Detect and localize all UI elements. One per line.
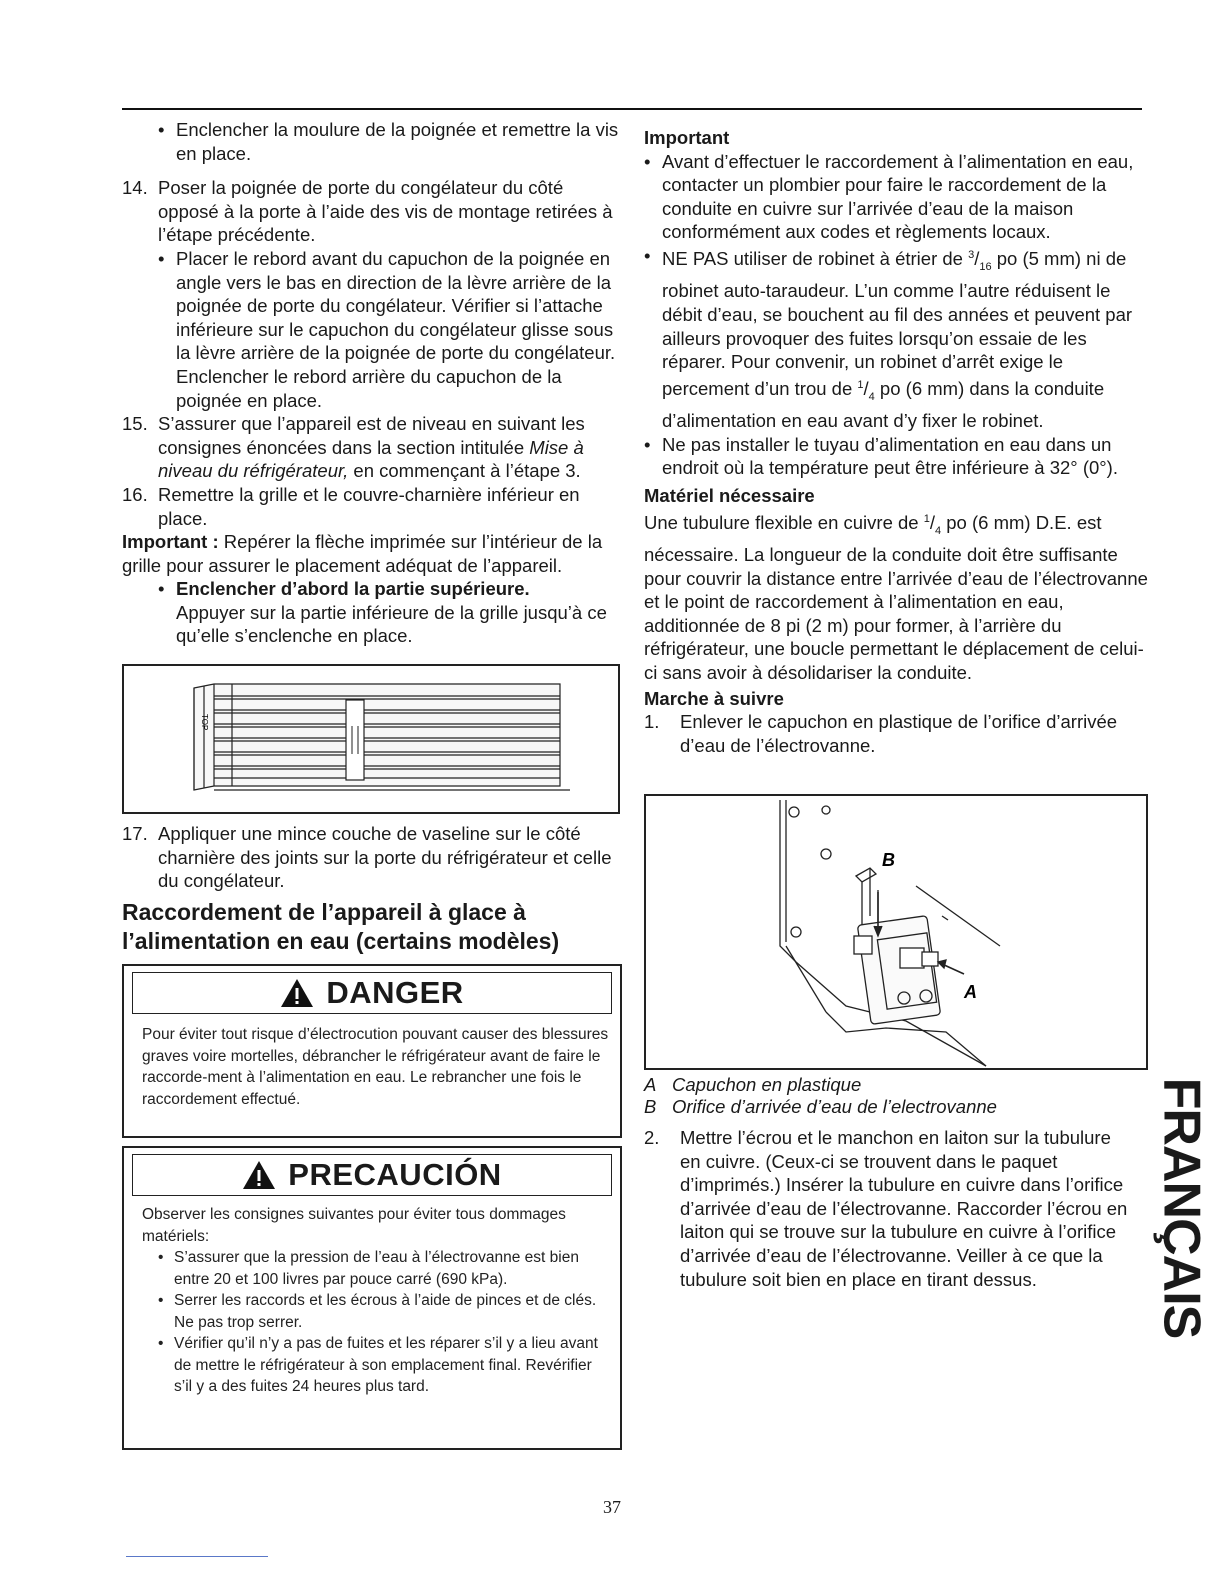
caution-intro: Observer les consignes suivantes pour éviter tous dommages matériels: — [142, 1206, 566, 1245]
step-17 — [122, 822, 622, 893]
top-rule — [122, 108, 1142, 110]
step-number: 17. — [122, 823, 148, 844]
fraction-numerator: 1 — [857, 378, 864, 391]
step-text: Poser la poignée de porte du congélateur du côté opposé à la porte à l’aide des vis de montage retirées à l’étape précédente. — [158, 177, 613, 246]
danger-body: Pour éviter tout risque d’électrocution pouvant causer des blessures graves voire mortelles, débrancher le réfrigérateur avant de faire le raccorde-ment à l’alimentation en eau. Le rebrancher une fois le raccordement effectué. — [142, 1026, 609, 1108]
caution-item: • Serrer les raccords et les écrous à l’aide de pinces et de clés. Ne pas trop serrer. — [158, 1290, 614, 1333]
caption-text: Orifice d’arrivée d’eau de l’electrovanne — [672, 1096, 997, 1117]
fraction-denominator: 4 — [935, 524, 942, 537]
caption-a — [644, 1074, 997, 1096]
step-text: Remettre la grille et le couvre-charnière inférieur en place. — [158, 483, 580, 529]
caution-title: PRECAUCIÓN — [288, 1157, 502, 1192]
step-16 — [122, 483, 622, 530]
section-title: Raccordement de l’appareil à glace à l’alimentation en eau (certains modèles) — [122, 899, 560, 954]
step-number: 14. — [122, 177, 148, 199]
fraction-denominator: 16 — [979, 260, 992, 273]
bullet-text: NE PAS utiliser de robinet à étrier de — [662, 248, 969, 270]
bullet-text: po (6 mm) dans la conduite d’alimentation en eau avant d’y fixer le robinet. — [662, 377, 1105, 432]
language-tab — [1152, 1077, 1211, 1339]
caption-letter: B — [644, 1096, 657, 1117]
important-bullet: • Ne pas installer le tuyau d’alimentation en eau dans un endroit où la température peut être inférieure à 32° (0°). — [644, 433, 1149, 480]
grille-figure — [122, 664, 620, 814]
caution-item: • Vérifier qu’il n’y a pas de fuites et les réparer s’il y a lieu avant de mettre le réfrigérateur à son emplacement final. Revérifier s’il y a des fuites 24 heures plus tard. — [158, 1333, 614, 1398]
step-text: S’assurer que l’appareil est de niveau en suivant les consignes énoncées dans la section intitulée — [158, 413, 585, 458]
page-number: 37 — [603, 1497, 621, 1517]
language-tab-label: FRANÇAIS — [1152, 1077, 1211, 1339]
fraction-denominator: 4 — [868, 390, 875, 403]
caption-letter: A — [644, 1074, 657, 1095]
warning-icon — [280, 978, 314, 1008]
important-note — [122, 530, 622, 577]
bottom-divider — [126, 1556, 268, 1557]
materiel-heading: Matériel nécessaire — [644, 485, 815, 506]
grille-instruction — [122, 577, 622, 648]
step-text: Appliquer une mince couche de vaseline sur le côté charnière des joints sur la porte du réfrigérateur et celle du congélateur. — [158, 823, 612, 892]
important-text: Repérer la flèche imprimée sur l’intérieur de la grille pour assurer le placement adéquat de l’appareil. — [122, 531, 603, 576]
bullet-text: po (5 mm) ni de robinet auto-taraudeur. L’un comme l’autre réduisent le débit d’eau, se bouchent au fil des années et peuvent par ailleurs provoquer des fuites lorsqu’on essaie de les réparer. Pour convenir, un robinet d’arrêt exige le percement d’un trou de — [662, 248, 1133, 399]
caution-header — [132, 1154, 612, 1196]
important-heading: Important — [644, 127, 730, 148]
fig-label-b: B — [882, 850, 895, 870]
grille-instruction-text: Appuyer sur la partie inférieure de la grille jusqu’à ce qu’elle s’enclenche en place. — [176, 601, 607, 647]
step-17-block — [122, 822, 622, 893]
figure-caption — [644, 1074, 997, 1118]
step-text-italic: Mise à niveau du réfrigérateur, — [158, 436, 584, 482]
paragraph-text: Une tubulure flexible en cuivre de — [644, 511, 924, 533]
grille-illustration — [124, 666, 618, 812]
grille-instruction-bold: Enclencher d’abord la partie supérieure. — [176, 578, 530, 600]
step-text: en commençant à l’étape 3. — [348, 460, 581, 482]
fig-label-a: A — [964, 982, 977, 1002]
paragraph-text: po (6 mm) D.E. est nécessaire. La longueur de la conduite doit être suffisante pour couvrir la distance entre l’arrivée d’eau de l’électrovanne et le point de raccordement à l’alimentation en eau, additionnée de 8 pi (2 m) pour former, à l’arrière du réfrigérateur, une boucle permettant le déplacement de celui-ci sans avoir à désolidariser la conduite. — [644, 511, 1148, 683]
danger-box — [122, 964, 622, 1138]
list-item: • Enclencher la moulure de la poignée et remettre la vis en place. — [122, 118, 622, 165]
fraction-numerator: 1 — [923, 512, 930, 525]
step-14 — [122, 176, 622, 247]
step-text: Mettre l’écrou et le manchon en laiton sur la tubulure en cuivre. (Ceux-ci se trouvent dans le paquet d’imprimés.) Insérer la tubulure en cuivre dans l’orifice d’arrivée d’eau de l’électrovanne. Raccorder l’écrou en laiton qui se trouve sur la tubulure en cuivre à l’orifice d’arrivée d’eau de l’électrovanne. Veiller à ce que la tubulure soit bien en place en tirant dessus. — [680, 1127, 1128, 1290]
warning-icon — [242, 1160, 276, 1190]
step-2 — [644, 1126, 1134, 1291]
step-2-block — [644, 1126, 1134, 1291]
danger-header — [132, 972, 612, 1014]
caption-b — [644, 1096, 997, 1118]
caution-box — [122, 1146, 622, 1450]
important-bullet: • NE PAS utiliser de robinet à étrier de $^3/_{16}$ po (5 mm) ni de robinet auto-taraudeur. L’un comme l’autre réduisent le débit d’eau, se bouchent au fil des années et peuvent par ailleurs provoquer des fuites lorsqu’on essaie de les réparer. Pour convenir, un robinet d’arrêt exige le percement d’un trou de $^1/_4$ po (6 mm) dans la conduite d’alimentation en eau avant d’y fixer le robinet. — [644, 244, 1149, 433]
step-1 — [644, 710, 1149, 757]
step-number: 16. — [122, 483, 148, 505]
fraction-numerator: 3 — [968, 248, 975, 261]
important-label: Important : — [122, 531, 219, 553]
step-number: 1. — [644, 711, 660, 733]
caution-item: • S’assurer que la pression de l’eau à l’électrovanne est bien entre 20 et 100 livres par pouce carré (690 kPa). — [158, 1247, 614, 1290]
left-column — [122, 118, 622, 648]
danger-title: DANGER — [326, 975, 464, 1010]
marche-heading: Marche à suivre — [644, 687, 784, 709]
caution-body — [142, 1204, 614, 1398]
materiel-text: Une tubulure flexible en cuivre de $^1/_4$ po (6 mm) D.E. est nécessaire. La longueur de la conduite doit être suffisante pour couvrir la distance entre l’arrivée d’eau de l’électrovanne et le point de raccordement à l’alimentation en eau, additionnée de 8 pi (2 m) pour former, à l’arrière du réfrigérateur, une boucle permettant le déplacement de celui-ci sans avoir à désolidariser la conduite. — [644, 511, 1148, 683]
grille-top-label: TOP — [200, 714, 209, 731]
step-14-bullet: • Placer le rebord avant du capuchon de la poignée en angle vers le bas en direction de la lèvre arrière de la poignée de porte du congélateur. Vérifier si l’attache inférieure sur le capuchon du congélateur glisse sous la lèvre arrière de la poignée de porte du congélateur. Enclencher le rebord arrière du capuchon de la poignée en place. — [122, 247, 622, 412]
valve-figure — [644, 794, 1148, 1070]
important-bullet: • Avant d’effectuer le raccordement à l’alimentation en eau, contacter un plombier pour faire le raccordement de la conduite en cuivre sur l’arrivée d’eau de la maison conformément aux codes et règlements locaux. — [644, 150, 1149, 244]
valve-illustration — [646, 796, 1146, 1068]
caption-text: Capuchon en plastique — [672, 1074, 862, 1095]
step-number: 15. — [122, 413, 148, 435]
right-column — [644, 126, 1149, 757]
step-text: Enlever le capuchon en plastique de l’orifice d’arrivée d’eau de l’électrovanne. — [680, 711, 1118, 756]
step-15 — [122, 412, 622, 483]
step-number: 2. — [644, 1127, 660, 1148]
